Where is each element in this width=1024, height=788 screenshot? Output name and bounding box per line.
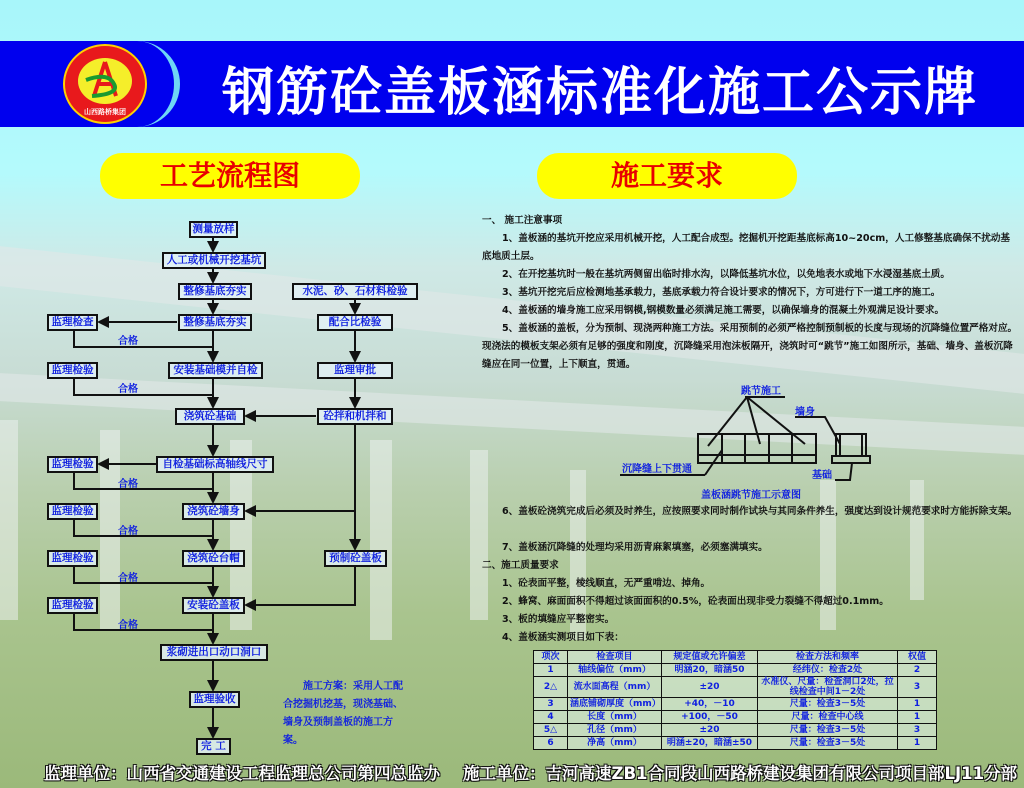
flow-mix-ratio: 配合比检验 (317, 314, 393, 331)
table-cell: 3 (534, 698, 568, 711)
req-item: 2、蜂窝、麻面面积不得超过该面面积的0.5%，砼表面出现非受力裂缝不得超过0.1mm。 (502, 596, 889, 607)
table-cell: 1 (534, 664, 568, 677)
contractor-unit: 施工单位：吉河高速ZB1合同段山西路桥建设集团有限公司项目部LJ11分部 (462, 764, 1018, 783)
pass-label: 合格 (118, 573, 138, 584)
table-cell: 1 (898, 737, 937, 750)
flow-supervisor-approve: 监理审批 (317, 362, 393, 379)
req-item: 3、基坑开挖完后应检测地基承载力，基底承载力符合设计要求的情况下，方可进行下一道工序的施工。 (502, 287, 941, 298)
pass-label: 合格 (118, 620, 138, 631)
table-cell: +40，－10 (662, 698, 758, 711)
table-cell: 尺量：检查中心线 (758, 711, 898, 724)
table-cell: +100，－50 (662, 711, 758, 724)
diagram-label-joint: 沉降缝上下贯通 (622, 464, 692, 475)
flow-step-complete: 完 工 (196, 738, 231, 755)
flow-check-5: 监理检验 (47, 550, 98, 567)
flow-step-survey: 测量放样 (189, 221, 238, 238)
page-title: 钢筋砼盖板涵标准化施工公示牌 (222, 63, 979, 123)
table-cell: 尺量：检查3－5处 (758, 724, 898, 737)
footer-units (44, 764, 1017, 783)
table-cell: 明涵±20，暗涵±50 (662, 737, 758, 750)
req-item: 5、盖板涵的盖板，分为预制、现浇两种施工方法。采用预制的必须严格控制预制板的长度与现场的沉降缝位置严格对应。现浇法的模板支架必须有足够的强度和刚度，沉降缝采用泡沫板隔开，浇筑时可“跳节”施工如图所示，基础、墙身、盖板沉降缝应在同一位置，上下顺直，贯通。 (482, 323, 1018, 370)
req-item: 4、盖板涵实测项目如下表： (502, 632, 624, 643)
pass-label: 合格 (118, 336, 138, 347)
table-cell: 长度（mm） (568, 711, 662, 724)
inspection-table (533, 650, 937, 750)
req-item: 4、盖板涵的墙身施工应采用钢模,钢模数量必须满足施工需要，以确保墙身的混凝土外观满足设计要求。 (502, 305, 945, 316)
table-cell: 明涵20，暗涵50 (662, 664, 758, 677)
flow-step-pour-foundation: 浇筑砼基础 (175, 408, 245, 425)
flow-check-6: 监理检验 (47, 597, 98, 614)
th: 检查方法和频率 (758, 651, 898, 664)
table-cell: 1 (898, 711, 937, 724)
pass-label: 合格 (118, 384, 138, 395)
req-item: 1、盖板涵的基坑开挖应采用机械开挖，人工配合成型。挖掘机开挖距基底标高10~20cm，人工修整基底确保不扰动基底地质土层。 (482, 233, 1011, 262)
req-item: 7、盖板涵沉降缝的处理均采用沥青麻絮填塞，必须塞满填实。 (502, 542, 768, 553)
table-cell: 尺量：检查3－5处 (758, 698, 898, 711)
table-cell: ±20 (662, 677, 758, 698)
flow-step-trim-base-2: 整修基底夯实 (178, 314, 252, 331)
table-cell: 4 (534, 711, 568, 724)
flow-step-self-check: 自检基础标高轴线尺寸 (156, 456, 274, 473)
req-item: 1、砼表面平整，棱线顺直，无严重啃边、掉角。 (502, 578, 711, 589)
table-row (534, 664, 937, 677)
table-cell: 3 (898, 724, 937, 737)
flow-concrete-mix: 砼拌和机拌和 (317, 408, 393, 425)
table-cell: 净高（mm） (568, 737, 662, 750)
table-cell: 6 (534, 737, 568, 750)
flow-precast-slab: 预制砼盖板 (324, 550, 387, 567)
flow-check-4: 监理检验 (47, 503, 98, 520)
flow-step-pour-cap: 浇筑砼台帽 (182, 550, 245, 567)
flow-connectors (0, 0, 420, 788)
supervisor-unit: 监理单位：山西省交通建设工程监理总公司第四总监办 (44, 764, 440, 783)
table-cell: 水准仪、尺量：检查洞口2处，拉线检查中间1－2处 (758, 677, 898, 698)
flow-step-trim-base: 整修基底夯实 (178, 283, 252, 300)
construction-plan-note: 施工方案：采用人工配合挖掘机挖基，现浇基础、墙身及预制盖板的施工方案。 (283, 681, 403, 746)
table-cell: 5△ (534, 724, 568, 737)
requirements-section-title: 施工要求 (537, 153, 797, 199)
flow-section-title: 工艺流程图 (100, 153, 360, 199)
table-cell: 流水面高程（mm） (568, 677, 662, 698)
table-cell: 3 (898, 677, 937, 698)
section-heading: 一、 施工注意事项 (482, 215, 563, 226)
req-item: 2、在开挖基坑时一般在基坑两侧留出临时排水沟，以降低基坑水位，以免地表水或地下水浸湿基底土质。 (502, 269, 950, 280)
pass-label: 合格 (118, 526, 138, 537)
th: 检查项目 (568, 651, 662, 664)
logo-name: 山西路桥集团 (84, 108, 126, 116)
flow-step-excavate: 人工或机械开挖基坑 (162, 252, 266, 269)
flow-material-test: 水泥、砂、石材料检验 (292, 283, 418, 300)
table-cell: 2△ (534, 677, 568, 698)
flow-step-pour-wall: 浇筑砼墙身 (182, 503, 245, 520)
req-item: 3、板的填缝应平整密实。 (502, 614, 615, 625)
flow-step-masonry: 浆砌进出口动口洞口 (160, 644, 268, 661)
flow-check-1: 监理检查 (47, 314, 98, 331)
table-cell: 涵底铺砌厚度（mm） (568, 698, 662, 711)
diagram-label-wall: 墙身 (795, 407, 815, 418)
pass-label: 合格 (118, 479, 138, 490)
flow-check-3: 监理检验 (47, 456, 98, 473)
table-row (534, 737, 937, 750)
table-cell: 轴线偏位（mm） (568, 664, 662, 677)
table-cell: 1 (898, 698, 937, 711)
th: 权值 (898, 651, 937, 664)
table-cell: 孔径（mm） (568, 724, 662, 737)
table-cell: ±20 (662, 724, 758, 737)
table-cell: 2 (898, 664, 937, 677)
flow-step-install-slab: 安装砼盖板 (182, 597, 245, 614)
flow-step-acceptance: 监理验收 (189, 691, 240, 708)
table-cell: 经纬仪：检查2处 (758, 664, 898, 677)
table-row (534, 698, 937, 711)
diagram-label-base: 基础 (812, 470, 832, 481)
table-cell: 尺量：检查3－5处 (758, 737, 898, 750)
th: 项次 (534, 651, 568, 664)
table-row (534, 724, 937, 737)
table-row (534, 711, 937, 724)
th: 规定值或允许偏差 (662, 651, 758, 664)
flow-step-install-formwork: 安装基础模并自检 (168, 362, 263, 379)
table-row (534, 677, 937, 698)
flow-check-2: 监理检验 (47, 362, 98, 379)
section-heading: 二、施工质量要求 (482, 560, 559, 571)
req-item: 6、盖板砼浇筑完成后必须及时养生，应按照要求同时制作试块与其同条件养生，强度达到设计规范要求时方能拆除支架。 (502, 506, 1018, 517)
diagram-caption: 盖板涵跳节施工示意图 (701, 490, 801, 501)
diagram-label-jump: 跳节施工 (741, 386, 781, 397)
